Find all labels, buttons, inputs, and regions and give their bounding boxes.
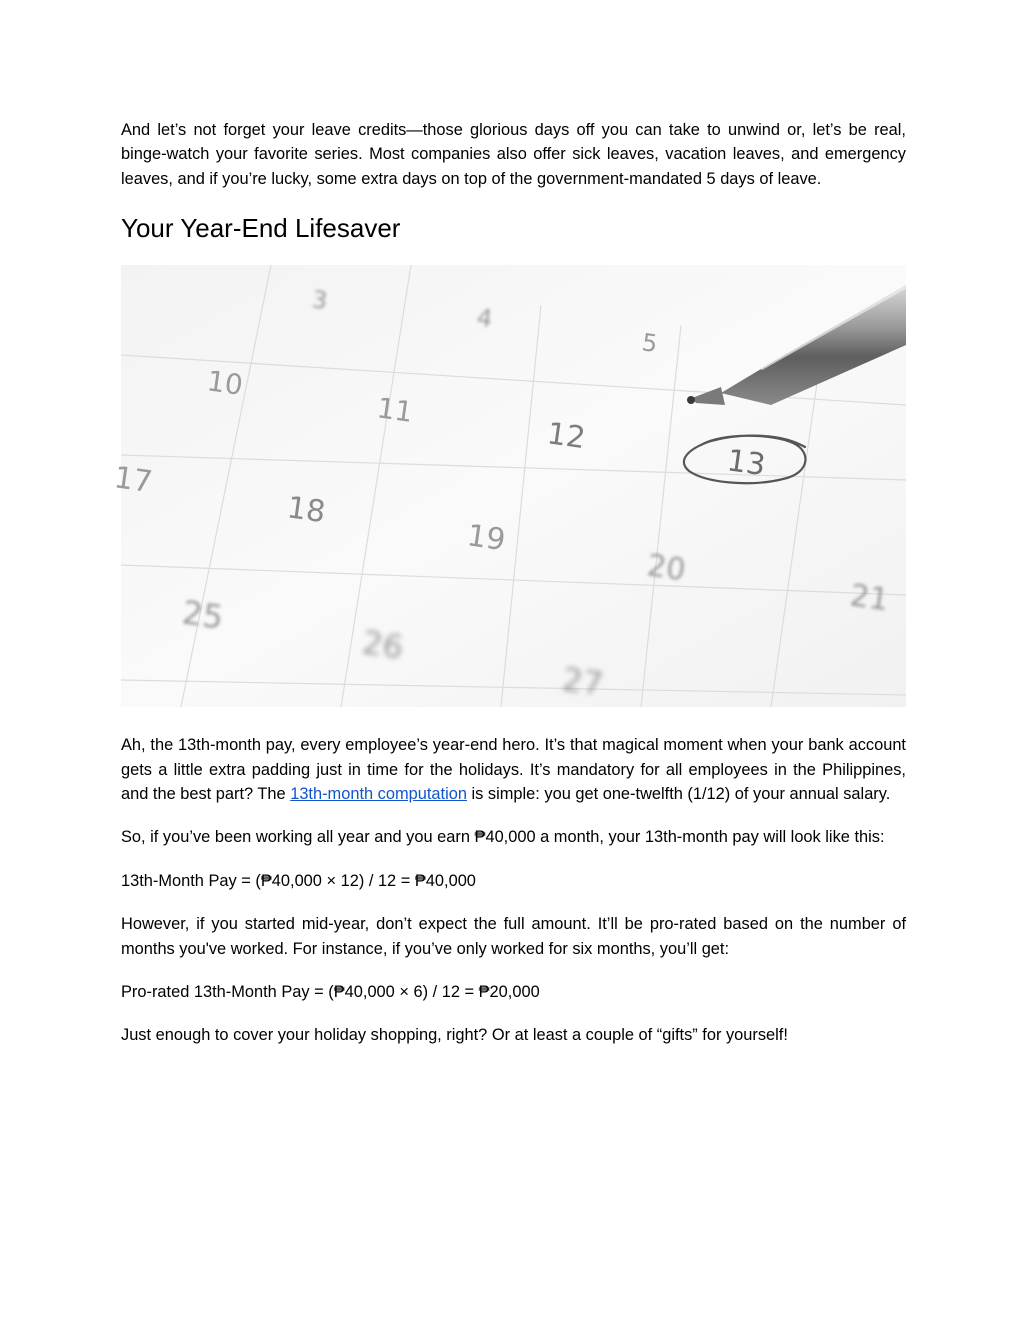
day-3: 3 — [310, 285, 330, 316]
intro-paragraph: And let’s not forget your leave credits—those glorious days off you can take to unwind or, let’s be real, binge-watch your favorite series. Most companies also offer sick leaves, vacation leaves, and emergency leaves, and if you’re lucky, some extra days on top of the government-mandated 5 days of leave. — [121, 121, 906, 188]
day-20: 20 — [644, 548, 688, 589]
day-4: 4 — [475, 303, 495, 334]
formula-prorated: Pro-rated 13th-Month Pay = (₱40,000 × 6) / 12 = ₱20,000 — [121, 983, 540, 1002]
day-18: 18 — [284, 490, 328, 531]
closing-paragraph: Just enough to cover your holiday shopping, right? Or at least a couple of “gifts” for yourself! — [121, 1026, 788, 1045]
day-11: 11 — [375, 391, 415, 430]
section-heading: Your Year-End Lifesaver — [121, 213, 401, 244]
example-paragraph: So, if you’ve been working all year and you earn ₱40,000 a month, your 13th-month pay will look like this: — [121, 828, 885, 847]
prorated-paragraph: However, if you started mid-year, don’t expect the full amount. It’ll be pro-rated based on the number of months you've worked. For instance, if you’ve only worked for six months, you’ll get: — [121, 915, 906, 958]
day-10: 10 — [205, 364, 245, 403]
day-21: 21 — [847, 578, 891, 619]
document-page — [111, 118, 906, 1048]
day-19: 19 — [464, 518, 508, 559]
day-13: 13 — [724, 443, 768, 484]
paragraph-13th-month — [121, 733, 906, 806]
calendar-pen-photo — [111, 265, 906, 707]
day-25: 25 — [179, 593, 226, 637]
day-12: 12 — [544, 416, 588, 457]
paragraph-text-before-link: Ah, the 13th-month pay, every employee’s year-end hero. It’s that magical moment when your bank account gets a little extra padding just in time for the holidays. It’s mandatory for all employees in the Philippines, and the best part? The — [121, 736, 906, 804]
day-17: 17 — [111, 460, 155, 501]
day-26: 26 — [359, 623, 406, 667]
paragraph-text-after-link: is simple: you get one-twelfth (1/12) of your annual salary. — [466, 785, 891, 804]
formula-full-year: 13th-Month Pay = (₱40,000 × 12) / 12 = ₱40,000 — [121, 871, 476, 890]
computation-link[interactable]: 13th-month computation — [290, 785, 467, 804]
day-27: 27 — [559, 660, 606, 704]
day-5: 5 — [640, 328, 660, 359]
